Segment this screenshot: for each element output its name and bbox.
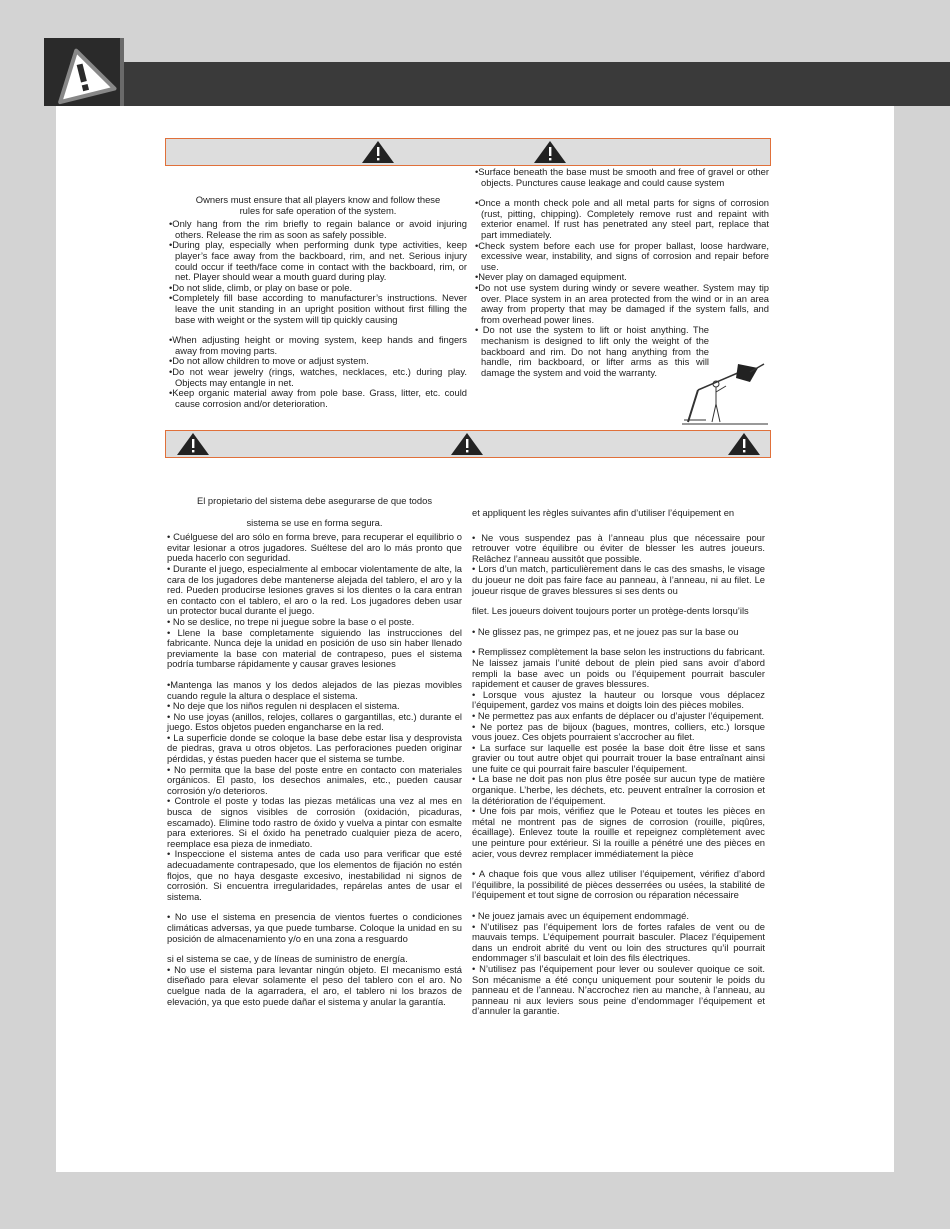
rule-item: • No deje que los niños regulen ni desplacen el sistema. xyxy=(167,700,400,712)
rule-item: • No use el sistema en presencia de vientos fuertes o condiciones climáticas adversas, ya que puede tumbarse. Coloque la unidad en su posición de almacenamiento y/o en una zona a resguardo xyxy=(167,911,462,944)
rule-item: • Ne glissez pas, ne grimpez pas, et ne jouez pas sur la base ou xyxy=(472,625,739,637)
rule-item: •Do not allow children to move or adjust system. xyxy=(169,355,369,367)
rule-item: • Ne portez pas de bijoux (bagues, montres, colliers, etc.) lorsque vous jouez. Ces objets pourraient s’accrocher au filet. xyxy=(472,720,765,743)
rule-item: •Check system before each use for proper ballast, loose hardware, excessive wear, instability, and signs of corrosion and repair before use. xyxy=(475,239,769,272)
intro-line: Owners must ensure that all players know and follow these xyxy=(195,194,441,205)
rule-item: • Controle el poste y todas las piezas metálicas una vez al mes en busca de signos visibles de corrosión (oxidación, picaduras, escamado). Elimine todo rastro de óxido y vuelva a pintar con esmalte para exteriores. Si el óxido ha penetrado cualquier pieza de acero, reemplace esa pieza de inmediato. xyxy=(167,795,462,849)
rule-item: • La superficie donde se coloque la base debe estar lisa y desprovista de piedras, grava u otros objetos. Las perforaciones pueden originar pérdidas, y éstas pueden hacer que el sistema se tumbe. xyxy=(167,731,462,765)
spanish-column xyxy=(167,496,462,1007)
rule-item: • Remplissez complètement la base selon les instructions du fabricant. Ne laissez jamais l’unité debout de plein pied sans avoir d’abord rempli la base avec un poids ou l’équipement pourrait basculer rapidement et causer de graves blessures. xyxy=(472,646,765,690)
rule-item: • A chaque fois que vous allez utiliser l’équipement, vérifiez d’abord l’équilibre, la possibilité de pièces desserrées ou usées, la stabilité de l’équipement et tout signe de corrosion ou réparation nécessaire xyxy=(472,868,765,901)
rule-item: •Mantenga las manos y los dedos alejados de las piezas movibles cuando regule la altura o desplace el sistema. xyxy=(167,678,462,701)
rule-item: • Ne vous suspendez pas à l’anneau plus que nécessaire pour retrouver votre équilibre ou éviter de blesser les autres joueurs. Relâchez l’anneau aussitôt que possible. xyxy=(472,531,765,564)
rule-item: •Only hang from the rim briefly to regain balance or avoid injuring others. Release the rim as soon as safely possible. xyxy=(169,218,467,240)
rule-item: • Une fois par mois, vérifiez que le Poteau et toutes les pièces en métal ne montrent pas de signes de corrosion (rouille, piqûres, écaillage). Enlevez toute la rouille et repeignez complètement avec une peinture pour extérieur. Si la rouille a pénétré une des pièces en acier, vous devrez remplacer immédiatement la pièce xyxy=(472,805,765,859)
rule-item: •During play, especially when performing dunk type activities, keep player’s face away from the backboard, rim, and net. Serious injury could occur if teeth/face come in contact with the backboard, rim, or net. Player should wear a mouth guard during play. xyxy=(169,239,467,283)
header-bar xyxy=(124,62,950,106)
french-column xyxy=(472,508,765,1017)
rule-item: •Once a month check pole and all metal parts for signs of corrosion (rust, pitting, chipping). Completely remove rust and repaint with exterior enamel. If rust has penetrated any steel part, replace that part immediately. xyxy=(475,197,769,240)
rule-item: • N’utilisez pas l’équipement pour lever ou soulever quoique ce soit. Son mécanisme a été conçu uniquement pour soutenir le poids du panneau et de l’anneau. N’accrochez rien au manche, à l’anneau, au panneau ni aux leviers sous peine d’endommager l’équipement et d’annuler la garantie. xyxy=(472,962,765,1017)
rule-item: •Do not slide, climb, or play on base or pole. xyxy=(169,281,353,293)
rule-item: • No use joyas (anillos, relojes, collares o gargantillas, etc.) durante el juego. Estos objetos pueden engancharse en la red. xyxy=(167,710,462,733)
rule-item: •Surface beneath the base must be smooth and free of gravel or other objects. Punctures cause leakage and could cause system xyxy=(475,166,769,188)
caution-icon xyxy=(533,140,567,164)
rule-item: • Do not use the system to lift or hoist anything. The mechanism is designed to lift only the weight of the backboard and rim. Do not hang anything from the handle, rim backboard, or lifter arms as this will damage the system and void the warranty. xyxy=(475,324,709,378)
rule-item: • Ne jouez jamais avec un équipement endommagé. xyxy=(472,910,689,921)
caution-icon xyxy=(361,140,395,164)
rule-item: • No use el sistema para levantar ningún objeto. El mecanismo está diseñado para elevar solamente el peso del tablero con el aro. No cuelgue nada de la agarradera, el aro, el tablero ni los brazos de elevación, ya que esto puede dañar el sistema y anular la garantía. xyxy=(167,963,462,1007)
intro-line: sistema se use en forma segura. xyxy=(246,516,383,528)
rule-item: •Do not wear jewelry (rings, watches, necklaces, etc.) during play. Objects may entangle in net. xyxy=(169,365,467,388)
intro-line: et appliquent les règles suivantes afin d’utiliser l’équipement en xyxy=(472,507,735,518)
rule-item: • Ne permettez pas aux enfants de déplacer ou d’ajuster l’équipement. xyxy=(472,709,764,721)
english-right-column xyxy=(475,167,769,378)
rule-item: • Inspeccione el sistema antes de cada uso para verificar que esté adecuadamente contrapesado, que los elementos de fijación no estén flojos, que no haya desgaste excesivo, inestabilidad ni signos de corrosión. Si encuentra irregularidades, repárelas antes de usar el sistema. xyxy=(167,848,462,902)
rule-item: • La surface sur laquelle est posée la base doit être lisse et sans gravier ou tout autre objet qui pourrait trouer la base entraînant ainsi une fuite ce qui pourrait faire basculer l’équipement. xyxy=(472,741,765,774)
intro-line: El propietario del sistema debe asegurarse de que todos xyxy=(196,495,433,506)
caution-icon xyxy=(176,432,210,456)
rule-item: •Do not use system during windy or severe weather. System may tip over. Place system in an area protected from the wind or in an area away from property that may be damaged if the system falls, and from overhead power lines. xyxy=(475,281,769,325)
rule-item: • La base ne doit pas non plus être posée sur aucun type de matière organique. L’herbe, les déchets, etc. peuvent entraîner la corrosion et la détérioration de l’équipement. xyxy=(472,773,765,806)
rule-item: •Keep organic material away from pole base. Grass, litter, etc. could cause corrosion and/or deterioration. xyxy=(169,387,467,409)
rule-item: • Llene la base completamente siguiendo las instrucciones del fabricante. Nunca deje la unidad en posición de uso sin haber llenado previamente la base con material de contrapeso, pues el sistema podría tumbarse rápidamente y causar graves lesiones xyxy=(167,626,462,670)
rule-item: si el sistema se cae, y de líneas de suministro de energía. xyxy=(167,953,408,965)
rule-item: •Completely fill base according to manufacturer’s instructions. Never leave the unit standing in an upright position without first filling the base with weight or the system will tip quickly causing xyxy=(169,292,467,325)
rule-item: • No se deslice, no trepe ni juegue sobre la base o el poste. xyxy=(167,615,415,627)
rule-item: •When adjusting height or moving system, keep hands and fingers away from moving parts. xyxy=(169,334,467,356)
rule-item: • Durante el juego, especialmente al embocar violentamente de alte, la cara de los jugadores debe mantenerse alejada del tablero, el aro y la red. Pueden producirse lesiones graves si los dientes o la cara entran en contacto con el tablero, el aro o la red. Los jugadores deben usar un protector bucal durante el juego. xyxy=(167,562,462,617)
caution-icon xyxy=(450,432,484,456)
rule-item: • N’utilisez pas l’équipement lors de fortes rafales de vent ou de mauvais temps. L’équipement pourrait basculer. Placez l’équipement dans un endroit abrité du vent ou loin des structures qu’il pourrait endommager s’il basculait et loin des fils électriques. xyxy=(472,920,765,964)
rule-item: •Never play on damaged equipment. xyxy=(475,271,627,283)
rule-item: • Lors d’un match, particulièrement dans le cas des smashs, le visage du joueur ne doit pas faire face au panneau, à l’anneau, ni au filet. Le joueur risque de graves blessures si ses dents ou xyxy=(472,563,765,596)
warning-bar-top xyxy=(165,138,771,166)
rule-item: • No permita que la base del poste entre en contacto con materiales orgánicos. El pasto, los desechos animales, etc., pueden causar corrosión y/o deterioros. xyxy=(167,763,462,796)
english-left-column xyxy=(169,195,467,409)
warning-triangle-icon xyxy=(44,38,122,106)
rule-item: filet. Les joueurs doivent toujours porter un protège-dents lorsqu’ils xyxy=(472,605,749,617)
rule-item: • Cuélguese del aro sólo en forma breve, para recuperar el equilibrio o evitar lesionar a otros jugadores. Suéltese del aro lo más pronto que pueda hacerlo con seguridad. xyxy=(167,531,462,564)
rule-item: • Lorsque vous ajustez la hauteur ou lorsque vous déplacez l’équipement, gardez vos mains et doigts loin des pièces mobiles. xyxy=(472,688,765,711)
intro-line: rules for safe operation of the system. xyxy=(239,204,397,216)
caution-icon xyxy=(727,432,761,456)
lifting-illustration xyxy=(680,362,770,428)
